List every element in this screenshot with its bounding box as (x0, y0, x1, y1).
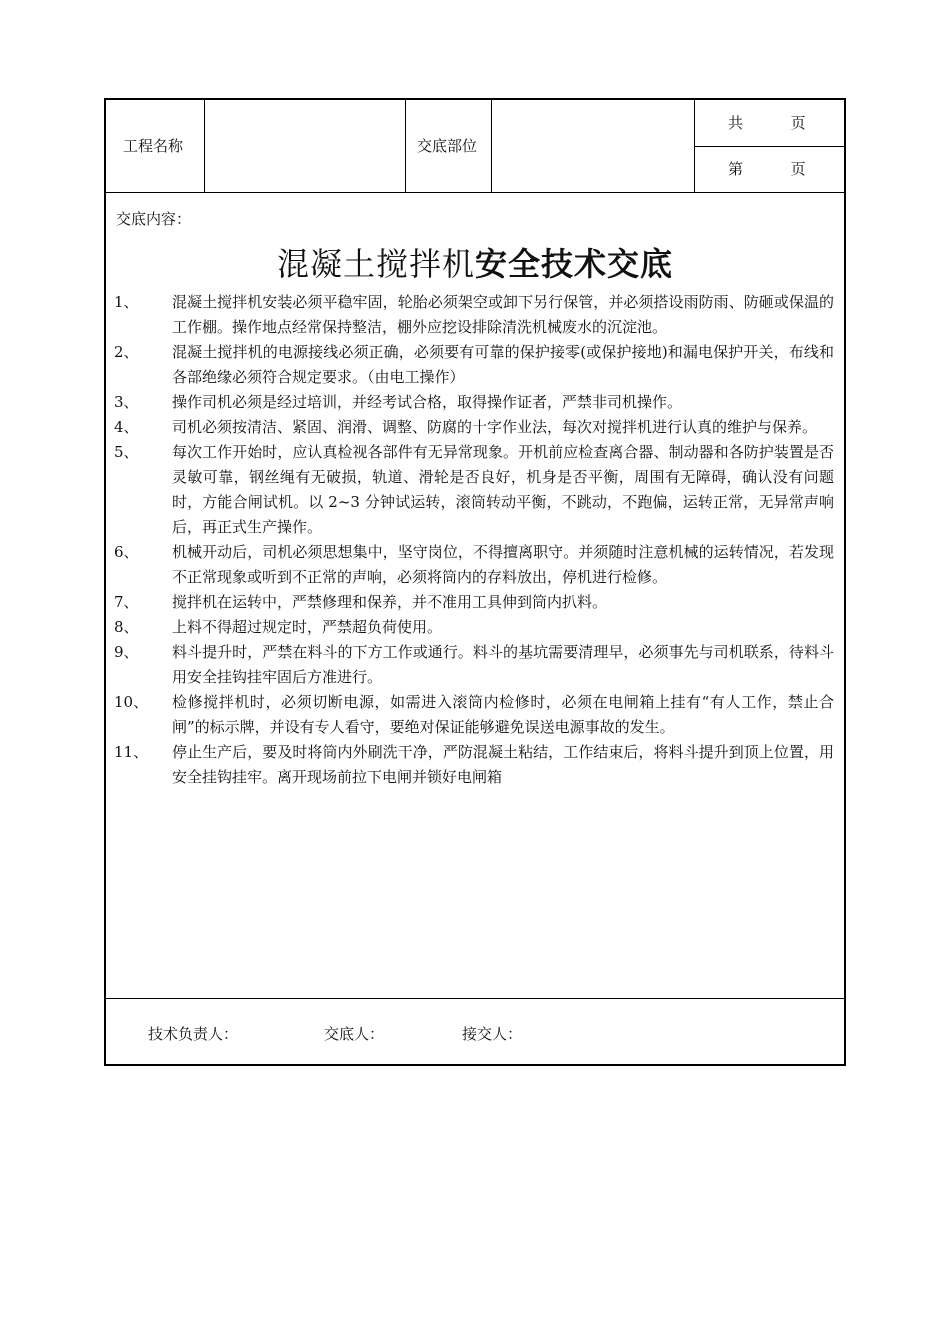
divider (491, 100, 492, 192)
item-text: 上料不得超过规定时，严禁超负荷使用。 (172, 618, 443, 636)
item-number: 10、 (114, 693, 149, 711)
location-label: 交底部位 (417, 137, 478, 155)
list-item (106, 640, 844, 690)
list-item (106, 340, 844, 390)
item-number: 4、 (114, 418, 139, 436)
header-row (106, 100, 844, 193)
total-pages: 共 页 (728, 114, 806, 132)
divider (694, 146, 844, 147)
list-item (106, 540, 844, 590)
divider (405, 100, 406, 192)
list-item (106, 290, 844, 340)
content-label: 交底内容： (116, 210, 192, 228)
project-name-label: 工程名称 (123, 137, 184, 155)
item-text: 停止生产后，要及时将筒内外刷洗干净，严防混凝土粘结，工作结束后，将料斗提升到顶上位置，用安全挂钩挂牢。离开现场前拉下电闸并锁好电闸箱 (172, 743, 834, 786)
title-bold: 安全技术交底 (475, 245, 674, 283)
signature-row (106, 998, 844, 1065)
item-number: 2、 (114, 343, 139, 361)
list-item (106, 440, 844, 540)
list-item (106, 415, 844, 440)
document-title (106, 244, 844, 284)
item-text: 搅拌机在运转中，严禁修理和保养，并不准用工具伸到筒内扒料。 (172, 593, 608, 611)
receiver-label: 接交人： (462, 1025, 523, 1043)
item-text: 混凝土搅拌机的电源接线必须正确，必须要有可靠的保护接零(或保护接地)和漏电保护开关，布线和各部绝缘必须符合规定要求。（由电工操作） (172, 343, 834, 386)
item-list (106, 290, 844, 790)
list-item (106, 590, 844, 615)
item-number: 8、 (114, 618, 139, 636)
list-item (106, 390, 844, 415)
item-text: 检修搅拌机时，必须切断电源，如需进入滚筒内检修时，必须在电闸箱上挂有“有人工作，禁止合闸”的标示牌，并设有专人看守，要绝对保证能够避免误送电源事故的发生。 (172, 693, 834, 736)
item-text: 料斗提升时，严禁在料斗的下方工作或通行。料斗的基坑需要清理早，必须事先与司机联系，待料斗用安全挂钩挂牢固后方准进行。 (172, 643, 834, 686)
item-text: 操作司机必须是经过培训，并经考试合格，取得操作证者，严禁非司机操作。 (172, 393, 683, 411)
item-text: 每次工作开始时，应认真检视各部件有无异常现象。开机前应检查离合器、制动器和各防护装置是否灵敏可靠，钢丝绳有无破损，轨道、滑轮是否良好，机身是否平衡，周围有无障碍，确认没有问题时，方能合闸试机。以 2~3 分钟试运转，滚筒转动平衡，不跳动，不跑偏，运转正常，无异常声响后，再正式生产操作。 (172, 443, 834, 536)
list-item (106, 690, 844, 740)
list-item (106, 740, 844, 790)
item-number: 11、 (114, 743, 149, 761)
discloser-label: 交底人： (324, 1025, 385, 1043)
item-text: 混凝土搅拌机安装必须平稳牢固，轮胎必须架空或卸下另行保管，并必须搭设雨防雨、防砸或保温的工作棚。操作地点经常保持整洁，棚外应挖设排除清洗机械废水的沉淀池。 (172, 293, 834, 336)
item-text: 司机必须按清洁、紧固、润滑、调整、防腐的十字作业法，每次对搅拌机进行认真的维护与保养。 (172, 418, 818, 436)
page-number: 第 页 (728, 160, 806, 178)
item-number: 5、 (114, 443, 139, 461)
disclosure-form (104, 98, 846, 1066)
item-number: 3、 (114, 393, 139, 411)
item-number: 1、 (114, 293, 139, 311)
tech-lead-label: 技术负责人： (148, 1025, 239, 1043)
item-number: 9、 (114, 643, 139, 661)
title-plain: 混凝土搅拌机 (276, 245, 475, 283)
item-number: 6、 (114, 543, 139, 561)
divider (204, 100, 205, 192)
item-text: 机械开动后，司机必须思想集中，坚守岗位，不得擅离职守。并须随时注意机械的运转情况，若发现不正常现象或听到不正常的声响，必须将筒内的存料放出，停机进行检修。 (172, 543, 834, 586)
item-number: 7、 (114, 593, 139, 611)
list-item (106, 615, 844, 640)
